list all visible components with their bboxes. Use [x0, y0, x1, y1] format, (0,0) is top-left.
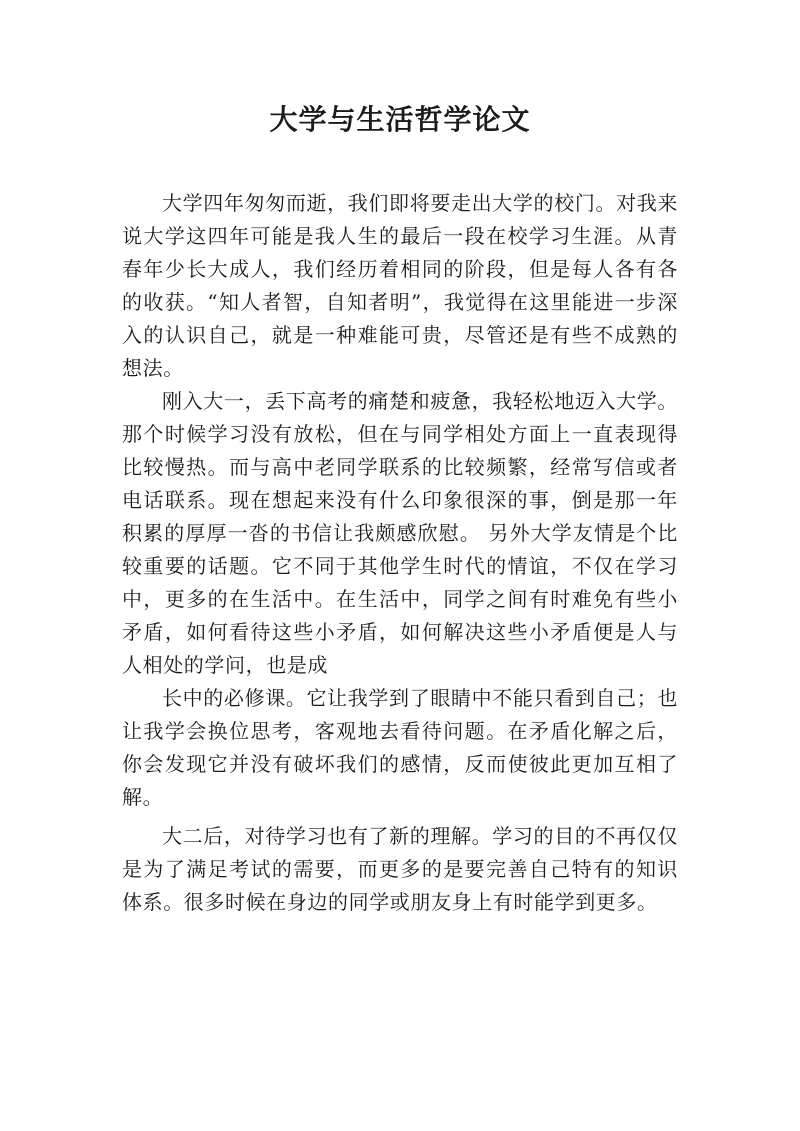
paragraph-sophomore-year: 大二后，对待学习也有了新的理解。学习的目的不再仅仅是为了满足考试的需要，而更多的是要完善自己特有的知识体系。很多时候在身边的同学或朋友身上有时能学到更多。: [122, 824, 678, 914]
document-body: [122, 187, 678, 919]
document-title: 大学与生活哲学论文: [269, 103, 531, 136]
paragraph-growth-lesson: 长中的必修课。它让我学到了眼睛中不能只看到自己；也让我学会换位思考，客观地去看待问题。在矛盾化解之后，你会发现它并没有破坏我们的感情，反而使彼此更加互相了解。: [122, 686, 678, 809]
paragraph-intro: 大学四年匆匆而逝，我们即将要走出大学的校门。对我来说大学这四年可能是我人生的最后一段在校学习生涯。从青春年少长大成人，我们经历着相同的阶段，但是每人各有各的收获。“知人者智，自知者明”，我觉得在这里能进一步深入的认识自己，就是一种难能可贵，尽管还是有些不成熟的想法。: [122, 191, 678, 380]
paragraph-freshman-year: 刚入大一，丢下高考的痛楚和疲惫，我轻松地迈入大学。那个时候学习没有放松，但在与同学相处方面上一直表现得比较慢热。而与高中老同学联系的比较频繁，经常写信或者电话联系。现在想起来没有什么印象很深的事，倒是那一年积累的厚厚一沓的书信让我颇感欣慰。 另外大学友情是个比较重要的话题。它不同于其他学生时代的情谊，不仅在学习中，更多的在生活中。在生活中，同学之间有时难免有些小矛盾，如何看待这些小矛盾，如何解决这些小矛盾便是人与人相处的学问，也是成: [122, 389, 678, 677]
